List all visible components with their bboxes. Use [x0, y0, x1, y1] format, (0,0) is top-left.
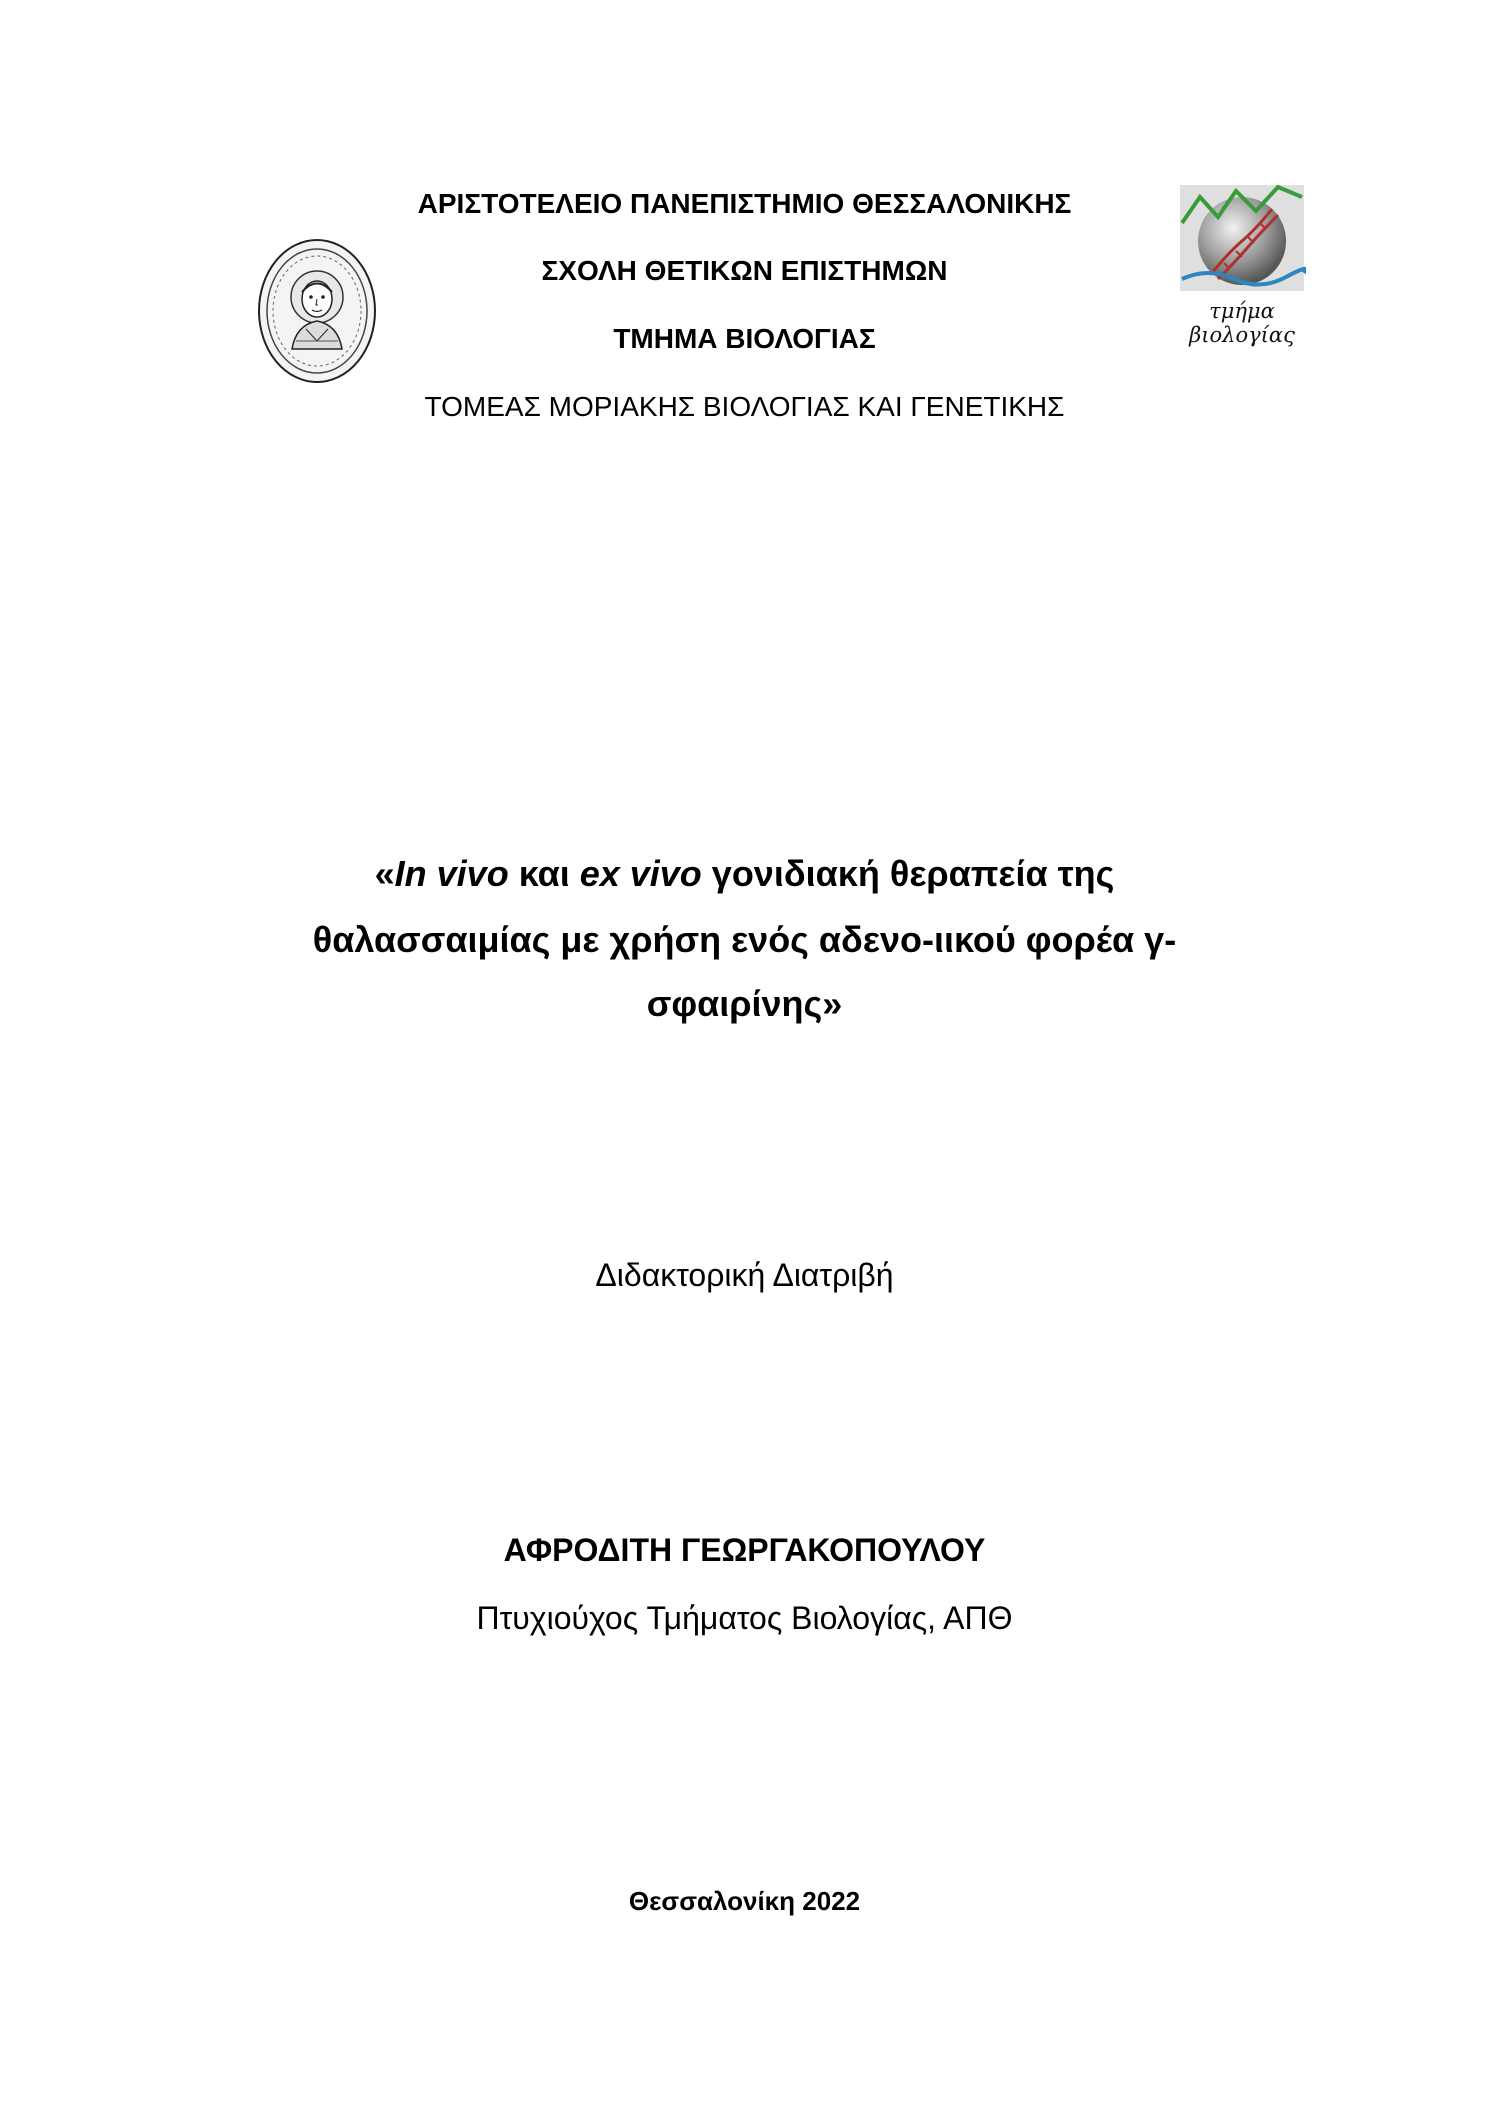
thesis-title-line-3: σφαιρίνης»: [646, 983, 843, 1024]
title-open-quote: «: [374, 853, 395, 894]
author-name: ΑΦΡΟΔΙΤΗ ΓΕΩΡΓΑΚΟΠΟΥΛΟΥ: [503, 1532, 986, 1568]
title-ex-vivo: ex vivo: [579, 853, 702, 894]
title-in-vivo: In vivo: [394, 853, 509, 894]
title-kai: και: [508, 853, 580, 894]
title-line-1-rest: γονιδιακή θεραπεία της: [701, 853, 1115, 894]
department-name: ΤΜΗΜΑ ΒΙΟΛΟΓΙΑΣ: [613, 323, 876, 354]
university-name: ΑΡΙΣΤΟΤΕΛΕΙΟ ΠΑΝΕΠΙΣΤΗΜΙΟ ΘΕΣΣΑΛΟΝΙΚΗΣ: [417, 188, 1072, 219]
author-degree: Πτυχιούχος Τμήματος Βιολογίας, ΑΠΘ: [476, 1600, 1013, 1636]
place-year: Θεσσαλονίκη 2022: [628, 1886, 861, 1916]
thesis-title-line-1: [0, 853, 1489, 895]
biology-logo-caption: τμήμα βιολογίας: [1189, 299, 1295, 347]
document-type: Διδακτορική Διατριβή: [595, 1257, 894, 1293]
thesis-title-line-2: θαλασσαιμίας με χρήση ενός αδενο-ιικού φορέα γ-: [312, 919, 1177, 960]
school-name: ΣΧΟΛΗ ΘΕΤΙΚΩΝ ΕΠΙΣΤΗΜΩΝ: [541, 255, 948, 286]
section-name: ΤΟΜΕΑΣ ΜΟΡΙΑΚΗΣ ΒΙΟΛΟΓΙΑΣ ΚΑΙ ΓΕΝΕΤΙΚΗΣ: [424, 391, 1065, 422]
